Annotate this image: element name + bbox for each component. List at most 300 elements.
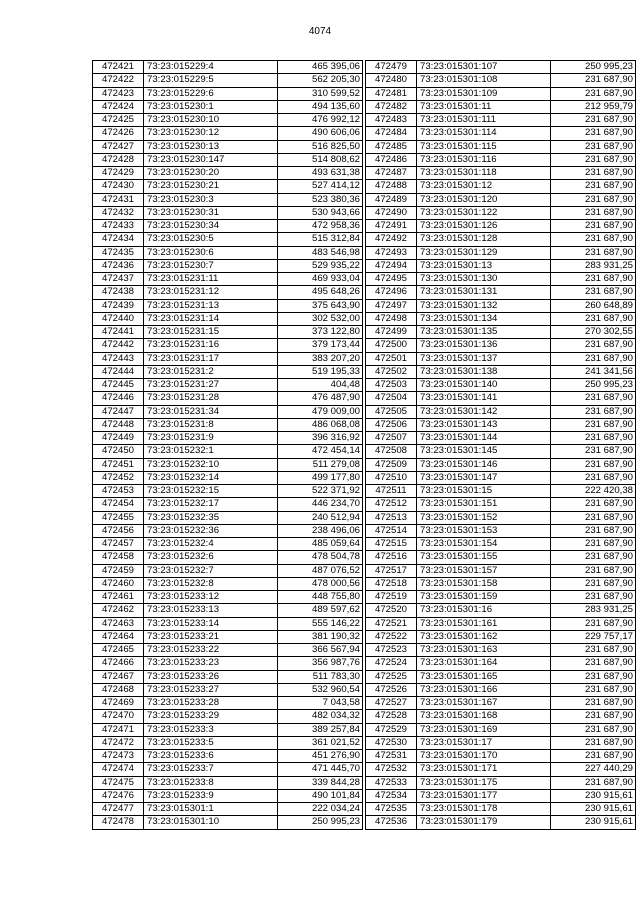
row-number: 472440 [93, 312, 144, 325]
table-row [93, 736, 363, 749]
row-number: 472424 [93, 100, 144, 113]
cost-value: 446 234,70 [278, 498, 363, 511]
cadastral-number: 73:23:015301:114 [417, 127, 551, 140]
row-number: 472527 [366, 697, 417, 710]
cadastral-number: 73:23:015301:13 [417, 259, 551, 272]
cadastral-number: 73:23:015301:140 [417, 379, 551, 392]
table-row [366, 551, 636, 564]
cost-value: 404,48 [278, 379, 363, 392]
cost-value: 231 687,90 [551, 167, 636, 180]
cadastral-number: 73:23:015301:165 [417, 670, 551, 683]
table-row [366, 670, 636, 683]
table-row [93, 511, 363, 524]
cost-value: 530 943,66 [278, 206, 363, 219]
cost-value: 231 687,90 [551, 591, 636, 604]
row-number: 472434 [93, 233, 144, 246]
table-row [93, 206, 363, 219]
cost-value: 250 995,23 [551, 379, 636, 392]
cadastral-number: 73:23:015301:166 [417, 683, 551, 696]
row-number: 472513 [366, 511, 417, 524]
cadastral-number: 73:23:015231:15 [144, 326, 278, 339]
cadastral-number: 73:23:015301:134 [417, 312, 551, 325]
table-row [93, 127, 363, 140]
cadastral-number: 73:23:015301:167 [417, 697, 551, 710]
row-number: 472460 [93, 577, 144, 590]
cadastral-number: 73:23:015231:11 [144, 273, 278, 286]
cost-value: 229 757,17 [551, 630, 636, 643]
row-number: 472499 [366, 326, 417, 339]
cadastral-number: 73:23:015301:137 [417, 352, 551, 365]
row-number: 472509 [366, 458, 417, 471]
cost-value: 476 992,12 [278, 114, 363, 127]
table-row [93, 392, 363, 405]
table-row [366, 445, 636, 458]
row-number: 472472 [93, 736, 144, 749]
row-number: 472515 [366, 538, 417, 551]
cadastral-number: 73:23:015301:169 [417, 723, 551, 736]
cadastral-number: 73:23:015231:34 [144, 405, 278, 418]
row-number: 472468 [93, 683, 144, 696]
table-row [93, 617, 363, 630]
table-row [93, 670, 363, 683]
table-row [366, 644, 636, 657]
cost-value: 373 122,80 [278, 326, 363, 339]
cost-value: 361 021,52 [278, 736, 363, 749]
cadastral-number: 73:23:015301:142 [417, 405, 551, 418]
table-row [366, 564, 636, 577]
row-number: 472467 [93, 670, 144, 683]
cadastral-number: 73:23:015230:7 [144, 259, 278, 272]
cadastral-number: 73:23:015231:8 [144, 418, 278, 431]
cost-value: 231 687,90 [551, 206, 636, 219]
cost-value: 231 687,90 [551, 670, 636, 683]
table-row [93, 750, 363, 763]
table-row [366, 630, 636, 643]
cost-value: 478 504,78 [278, 551, 363, 564]
table-row [93, 365, 363, 378]
cost-value: 7 043,58 [278, 697, 363, 710]
cost-value: 231 687,90 [551, 657, 636, 670]
cadastral-number: 73:23:015230:12 [144, 127, 278, 140]
table-row [366, 604, 636, 617]
table-row [366, 87, 636, 100]
cadastral-number: 73:23:015233:8 [144, 776, 278, 789]
row-number: 472479 [366, 61, 417, 74]
row-number: 472519 [366, 591, 417, 604]
cost-value: 493 631,38 [278, 167, 363, 180]
table-row [366, 405, 636, 418]
table-row [93, 259, 363, 272]
cadastral-number: 73:23:015301:10 [144, 816, 278, 829]
table-row [366, 789, 636, 802]
table-row [93, 114, 363, 127]
row-number: 472514 [366, 524, 417, 537]
cost-value: 231 687,90 [551, 127, 636, 140]
cost-value: 465 395,06 [278, 61, 363, 74]
row-number: 472444 [93, 365, 144, 378]
page-number: 4074 [308, 26, 332, 37]
table-row [93, 87, 363, 100]
table-row [93, 74, 363, 87]
table-row [366, 286, 636, 299]
cost-value: 522 371,92 [278, 485, 363, 498]
cadastral-number: 73:23:015301:164 [417, 657, 551, 670]
cadastral-number: 73:23:015229:5 [144, 74, 278, 87]
cadastral-number: 73:23:015301:15 [417, 485, 551, 498]
row-number: 472432 [93, 206, 144, 219]
cost-value: 250 995,23 [278, 816, 363, 829]
cadastral-number: 73:23:015230:5 [144, 233, 278, 246]
cadastral-number: 73:23:015301:115 [417, 140, 551, 153]
cadastral-number: 73:23:015233:26 [144, 670, 278, 683]
table-row [93, 352, 363, 365]
row-number: 472428 [93, 153, 144, 166]
cost-value: 479 009,00 [278, 405, 363, 418]
row-number: 472496 [366, 286, 417, 299]
table-row [366, 379, 636, 392]
table-row [366, 326, 636, 339]
table-row [93, 167, 363, 180]
row-number: 472477 [93, 803, 144, 816]
row-number: 472441 [93, 326, 144, 339]
cadastral-number: 73:23:015231:13 [144, 299, 278, 312]
cadastral-number: 73:23:015232:14 [144, 471, 278, 484]
cost-value: 227 440,29 [551, 763, 636, 776]
row-number: 472425 [93, 114, 144, 127]
cost-value: 283 931,25 [551, 604, 636, 617]
cost-value: 478 000,56 [278, 577, 363, 590]
table-row [93, 326, 363, 339]
cadastral-number: 73:23:015232:4 [144, 538, 278, 551]
cadastral-number: 73:23:015232:17 [144, 498, 278, 511]
row-number: 472474 [93, 763, 144, 776]
table-row [366, 617, 636, 630]
table-row [93, 246, 363, 259]
cadastral-number: 73:23:015301:159 [417, 591, 551, 604]
cadastral-number: 73:23:015301:146 [417, 458, 551, 471]
table-row [93, 220, 363, 233]
table-row [366, 352, 636, 365]
cost-value: 231 687,90 [551, 405, 636, 418]
row-number: 472443 [93, 352, 144, 365]
table-row [366, 392, 636, 405]
row-number: 472484 [366, 127, 417, 140]
cadastral-number: 73:23:015233:9 [144, 789, 278, 802]
cadastral-number: 73:23:015231:27 [144, 379, 278, 392]
table-row [366, 591, 636, 604]
cadastral-number: 73:23:015301:132 [417, 299, 551, 312]
table-row [93, 803, 363, 816]
cost-value: 490 606,06 [278, 127, 363, 140]
cadastral-number: 73:23:015232:7 [144, 564, 278, 577]
table-row [366, 816, 636, 829]
cost-value: 222 420,38 [551, 485, 636, 498]
cadastral-number: 73:23:015301:120 [417, 193, 551, 206]
table-row [93, 789, 363, 802]
row-number: 472437 [93, 273, 144, 286]
table-row [366, 683, 636, 696]
cost-value: 231 687,90 [551, 233, 636, 246]
row-number: 472459 [93, 564, 144, 577]
cadastral-number: 73:23:015230:6 [144, 246, 278, 259]
table-row [366, 365, 636, 378]
cost-value: 231 687,90 [551, 750, 636, 763]
row-number: 472520 [366, 604, 417, 617]
cadastral-number: 73:23:015301:162 [417, 630, 551, 643]
cost-value: 231 687,90 [551, 87, 636, 100]
cost-value: 396 316,92 [278, 432, 363, 445]
table-row [366, 339, 636, 352]
cadastral-number: 73:23:015301:170 [417, 750, 551, 763]
table-row [366, 524, 636, 537]
row-number: 472528 [366, 710, 417, 723]
row-number: 472511 [366, 485, 417, 498]
row-number: 472534 [366, 789, 417, 802]
table-row [93, 816, 363, 829]
row-number: 472423 [93, 87, 144, 100]
table-row [366, 471, 636, 484]
table-row [93, 710, 363, 723]
row-number: 472490 [366, 206, 417, 219]
cost-value: 231 687,90 [551, 392, 636, 405]
row-number: 472458 [93, 551, 144, 564]
row-number: 472523 [366, 644, 417, 657]
cost-value: 471 445,70 [278, 763, 363, 776]
table-row [366, 153, 636, 166]
row-number: 472473 [93, 750, 144, 763]
table-row [366, 657, 636, 670]
cadastral-number: 73:23:015233:21 [144, 630, 278, 643]
cost-value: 310 599,52 [278, 87, 363, 100]
cost-value: 555 146,22 [278, 617, 363, 630]
row-number: 472504 [366, 392, 417, 405]
cadastral-number: 73:23:015301:17 [417, 736, 551, 749]
cost-value: 494 135,60 [278, 100, 363, 113]
cadastral-number: 73:23:015233:7 [144, 763, 278, 776]
cadastral-number: 73:23:015301:152 [417, 511, 551, 524]
table-row [366, 763, 636, 776]
cost-value: 469 933,04 [278, 273, 363, 286]
cost-value: 231 687,90 [551, 339, 636, 352]
cadastral-number: 73:23:015233:14 [144, 617, 278, 630]
table-row [93, 233, 363, 246]
cost-value: 231 687,90 [551, 352, 636, 365]
cadastral-number: 73:23:015301:11 [417, 100, 551, 113]
row-number: 472464 [93, 630, 144, 643]
cadastral-number: 73:23:015301:145 [417, 445, 551, 458]
cadastral-number: 73:23:015231:2 [144, 365, 278, 378]
table-row [366, 312, 636, 325]
table-row [93, 153, 363, 166]
table-row [366, 206, 636, 219]
table-row [366, 418, 636, 431]
cadastral-number: 73:23:015301:163 [417, 644, 551, 657]
table-row [93, 551, 363, 564]
cadastral-number: 73:23:015232:1 [144, 445, 278, 458]
table-row [93, 697, 363, 710]
table-row [93, 498, 363, 511]
table-row [366, 180, 636, 193]
cost-value: 448 755,80 [278, 591, 363, 604]
cost-value: 489 597,62 [278, 604, 363, 617]
cadastral-number: 73:23:015301:143 [417, 418, 551, 431]
table-row [366, 233, 636, 246]
cadastral-number: 73:23:015232:10 [144, 458, 278, 471]
cadastral-number: 73:23:015232:36 [144, 524, 278, 537]
row-number: 472524 [366, 657, 417, 670]
table-row [366, 220, 636, 233]
row-number: 472481 [366, 87, 417, 100]
cadastral-number: 73:23:015233:22 [144, 644, 278, 657]
cadastral-number: 73:23:015231:14 [144, 312, 278, 325]
cost-value: 523 380,36 [278, 193, 363, 206]
row-number: 472535 [366, 803, 417, 816]
cost-value: 231 687,90 [551, 193, 636, 206]
cost-value: 499 177,80 [278, 471, 363, 484]
table-row [366, 167, 636, 180]
row-number: 472480 [366, 74, 417, 87]
cadastral-number: 73:23:015233:3 [144, 723, 278, 736]
row-number: 472516 [366, 551, 417, 564]
row-number: 472439 [93, 299, 144, 312]
row-number: 472507 [366, 432, 417, 445]
table-row [366, 803, 636, 816]
table-row [93, 577, 363, 590]
cost-value: 231 687,90 [551, 776, 636, 789]
table-row [93, 100, 363, 113]
cost-value: 231 687,90 [551, 538, 636, 551]
row-number: 472463 [93, 617, 144, 630]
row-number: 472436 [93, 259, 144, 272]
row-number: 472483 [366, 114, 417, 127]
row-number: 472536 [366, 816, 417, 829]
cadastral-number: 73:23:015232:15 [144, 485, 278, 498]
table-row [93, 339, 363, 352]
cadastral-number: 73:23:015301:16 [417, 604, 551, 617]
table-row [93, 630, 363, 643]
cadastral-number: 73:23:015301:126 [417, 220, 551, 233]
row-number: 472426 [93, 127, 144, 140]
cost-value: 516 825,50 [278, 140, 363, 153]
row-number: 472450 [93, 445, 144, 458]
table-row [93, 485, 363, 498]
cost-value: 270 302,55 [551, 326, 636, 339]
cadastral-number: 73:23:015301:144 [417, 432, 551, 445]
cost-value: 231 687,90 [551, 312, 636, 325]
cost-value: 238 496,06 [278, 524, 363, 537]
cost-value: 231 687,90 [551, 140, 636, 153]
row-number: 472505 [366, 405, 417, 418]
cost-value: 366 567,94 [278, 644, 363, 657]
cadastral-number: 73:23:015230:34 [144, 220, 278, 233]
row-number: 472494 [366, 259, 417, 272]
table-row [366, 193, 636, 206]
table-row [366, 74, 636, 87]
cost-value: 515 312,84 [278, 233, 363, 246]
row-number: 472456 [93, 524, 144, 537]
row-number: 472525 [366, 670, 417, 683]
table-row [366, 485, 636, 498]
table-row [93, 180, 363, 193]
cadastral-number: 73:23:015301:153 [417, 524, 551, 537]
cadastral-number: 73:23:015301:111 [417, 114, 551, 127]
cost-value: 231 687,90 [551, 683, 636, 696]
cost-value: 231 687,90 [551, 524, 636, 537]
row-number: 472521 [366, 617, 417, 630]
table-row [366, 538, 636, 551]
cost-value: 476 487,90 [278, 392, 363, 405]
cost-value: 451 276,90 [278, 750, 363, 763]
cadastral-number: 73:23:015301:118 [417, 167, 551, 180]
table-row [93, 432, 363, 445]
cadastral-number: 73:23:015230:1 [144, 100, 278, 113]
cost-value: 241 341,56 [551, 365, 636, 378]
cadastral-number: 73:23:015230:31 [144, 206, 278, 219]
row-number: 472489 [366, 193, 417, 206]
row-number: 472530 [366, 736, 417, 749]
row-number: 472421 [93, 61, 144, 74]
cost-value: 532 960,54 [278, 683, 363, 696]
cost-value: 231 687,90 [551, 286, 636, 299]
cadastral-number: 73:23:015230:3 [144, 193, 278, 206]
row-number: 472498 [366, 312, 417, 325]
cost-value: 231 687,90 [551, 74, 636, 87]
cadastral-number: 73:23:015301:108 [417, 74, 551, 87]
cost-value: 231 687,90 [551, 432, 636, 445]
row-number: 472485 [366, 140, 417, 153]
cadastral-number: 73:23:015301:116 [417, 153, 551, 166]
table-row [366, 432, 636, 445]
table-row [366, 127, 636, 140]
cost-value: 495 648,26 [278, 286, 363, 299]
cadastral-number: 73:23:015301:178 [417, 803, 551, 816]
cadastral-number: 73:23:015301:109 [417, 87, 551, 100]
row-number: 472431 [93, 193, 144, 206]
cost-value: 485 059,64 [278, 538, 363, 551]
cost-value: 250 995,23 [551, 61, 636, 74]
table-row [366, 273, 636, 286]
cadastral-number: 73:23:015231:12 [144, 286, 278, 299]
table-row [93, 763, 363, 776]
table-row [93, 445, 363, 458]
row-number: 472531 [366, 750, 417, 763]
cadastral-number: 73:23:015301:155 [417, 551, 551, 564]
table-row [93, 604, 363, 617]
cadastral-number: 73:23:015229:4 [144, 61, 278, 74]
cadastral-number: 73:23:015229:6 [144, 87, 278, 100]
table-row [366, 750, 636, 763]
row-number: 472512 [366, 498, 417, 511]
row-number: 472533 [366, 776, 417, 789]
table-row [366, 736, 636, 749]
cost-value: 231 687,90 [551, 697, 636, 710]
cadastral-number: 73:23:015230:147 [144, 153, 278, 166]
row-number: 472500 [366, 339, 417, 352]
row-number: 472461 [93, 591, 144, 604]
cost-value: 389 257,84 [278, 723, 363, 736]
row-number: 472471 [93, 723, 144, 736]
cadastral-number: 73:23:015233:5 [144, 736, 278, 749]
table-row [93, 140, 363, 153]
row-number: 472455 [93, 511, 144, 524]
table-row [366, 140, 636, 153]
row-number: 472429 [93, 167, 144, 180]
cost-value: 230 915,61 [551, 789, 636, 802]
cost-value: 231 687,90 [551, 723, 636, 736]
cost-value: 222 034,24 [278, 803, 363, 816]
row-number: 472493 [366, 246, 417, 259]
cost-value: 375 643,90 [278, 299, 363, 312]
